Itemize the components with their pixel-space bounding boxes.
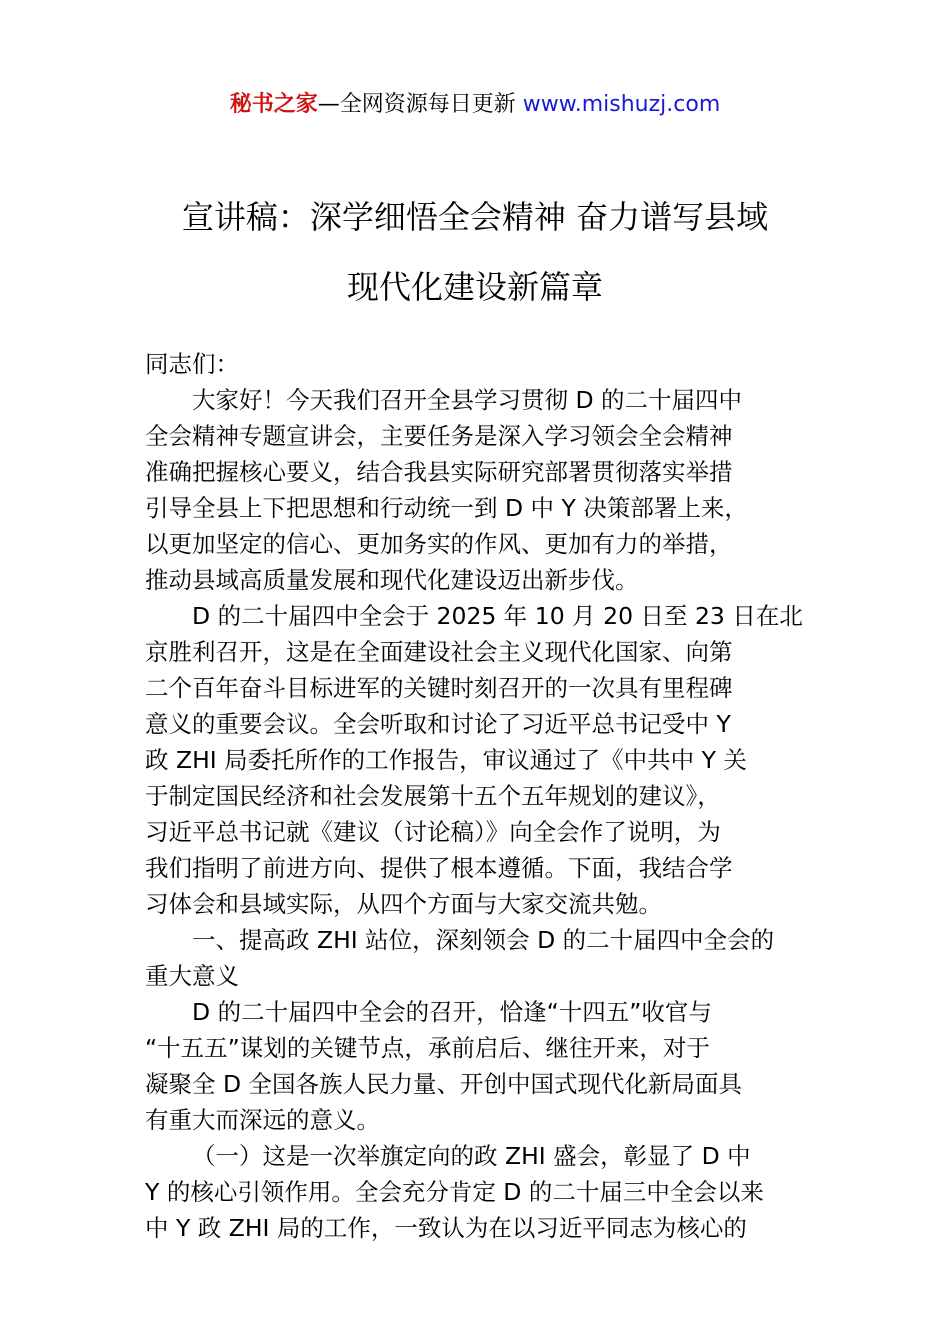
title-line-2: 现代化建设新篇章 — [346, 268, 603, 306]
paragraph-line: 准确把握核心要义，结合我县实际研究部署贯彻落实举措 — [145, 458, 733, 486]
paragraph-line: 推动县域高质量发展和现代化建设迈出新步伐。 — [145, 566, 639, 594]
paragraph-line: D 的二十届四中全会的召开，恰逢“十四五”收官与 — [192, 998, 712, 1026]
paragraph-line: D 的二十届四中全会于 2025 年 10 月 20 日至 23 日在北 — [192, 602, 803, 630]
paragraph-line: 二个百年奋斗目标进军的关键时刻召开的一次具有里程碑 — [145, 674, 733, 702]
paragraph-line: Y 的核心引领作用。全会充分肯定 D 的二十届三中全会以来 — [145, 1178, 764, 1206]
paragraph-line: 于制定国民经济和社会发展第十五个五年规划的建议》， — [145, 782, 721, 810]
paragraph-line: 政 ZHI 局委托所作的工作报告，审议通过了《中共中 Y 关 — [145, 746, 747, 774]
paragraph-line: 习体会和县域实际，从四个方面与大家交流共勉。 — [145, 890, 662, 918]
paragraph-line: “十五五”谋划的关键节点，承前启后、继往开来，对于 — [145, 1034, 710, 1062]
paragraph-line: 引导全县上下把思想和行动统一到 D 中 Y 决策部署上来， — [145, 494, 748, 522]
section-heading-line: 重大意义 — [145, 962, 239, 990]
paragraph-line: 我们指明了前进方向、提供了根本遵循。下面，我结合学 — [145, 854, 733, 882]
paragraph-line: 中 Y 政 ZHI 局的工作，一致认为在以习近平同志为核心的 — [145, 1214, 747, 1242]
paragraph-line: 全会精神专题宣讲会，主要任务是深入学习领会全会精神 — [145, 422, 733, 450]
paragraph-line: 以更加坚定的信心、更加务实的作风、更加有力的举措， — [145, 530, 733, 558]
header-tagline: —全网资源每日更新 — [317, 92, 523, 117]
paragraph-line: 习近平总书记就《建议（讨论稿）》向全会作了说明，为 — [145, 818, 721, 846]
title-line-1: 宣讲稿：深学细悟全会精神 奋力谱写县域 — [181, 198, 769, 236]
brand-name: 秘书之家 — [229, 92, 318, 117]
document-body — [145, 346, 810, 1246]
paragraph-line: 京胜利召开，这是在全面建设社会主义现代化国家、向第 — [145, 638, 733, 666]
paragraph-line: 有重大而深远的意义。 — [145, 1106, 380, 1134]
paragraph-line: 意义的重要会议。全会听取和讨论了习近平总书记受中 Y — [145, 710, 731, 738]
paragraph-line: （一）这是一次举旗定向的政 ZHI 盛会，彰显了 D 中 — [192, 1142, 751, 1170]
document-title — [60, 182, 890, 322]
paragraph-line: 大家好！今天我们召开全县学习贯彻 D 的二十届四中 — [192, 386, 743, 414]
site-url-link[interactable]: www.mishuzj.com — [522, 92, 721, 117]
paragraph-line: 凝聚全 D 全国各族人民力量、开创中国式现代化新局面具 — [145, 1070, 743, 1098]
salutation: 同志们： — [145, 350, 239, 378]
site-header — [0, 88, 950, 122]
section-heading-line: 一、提高政 ZHI 站位，深刻领会 D 的二十届四中全会的 — [192, 926, 775, 954]
